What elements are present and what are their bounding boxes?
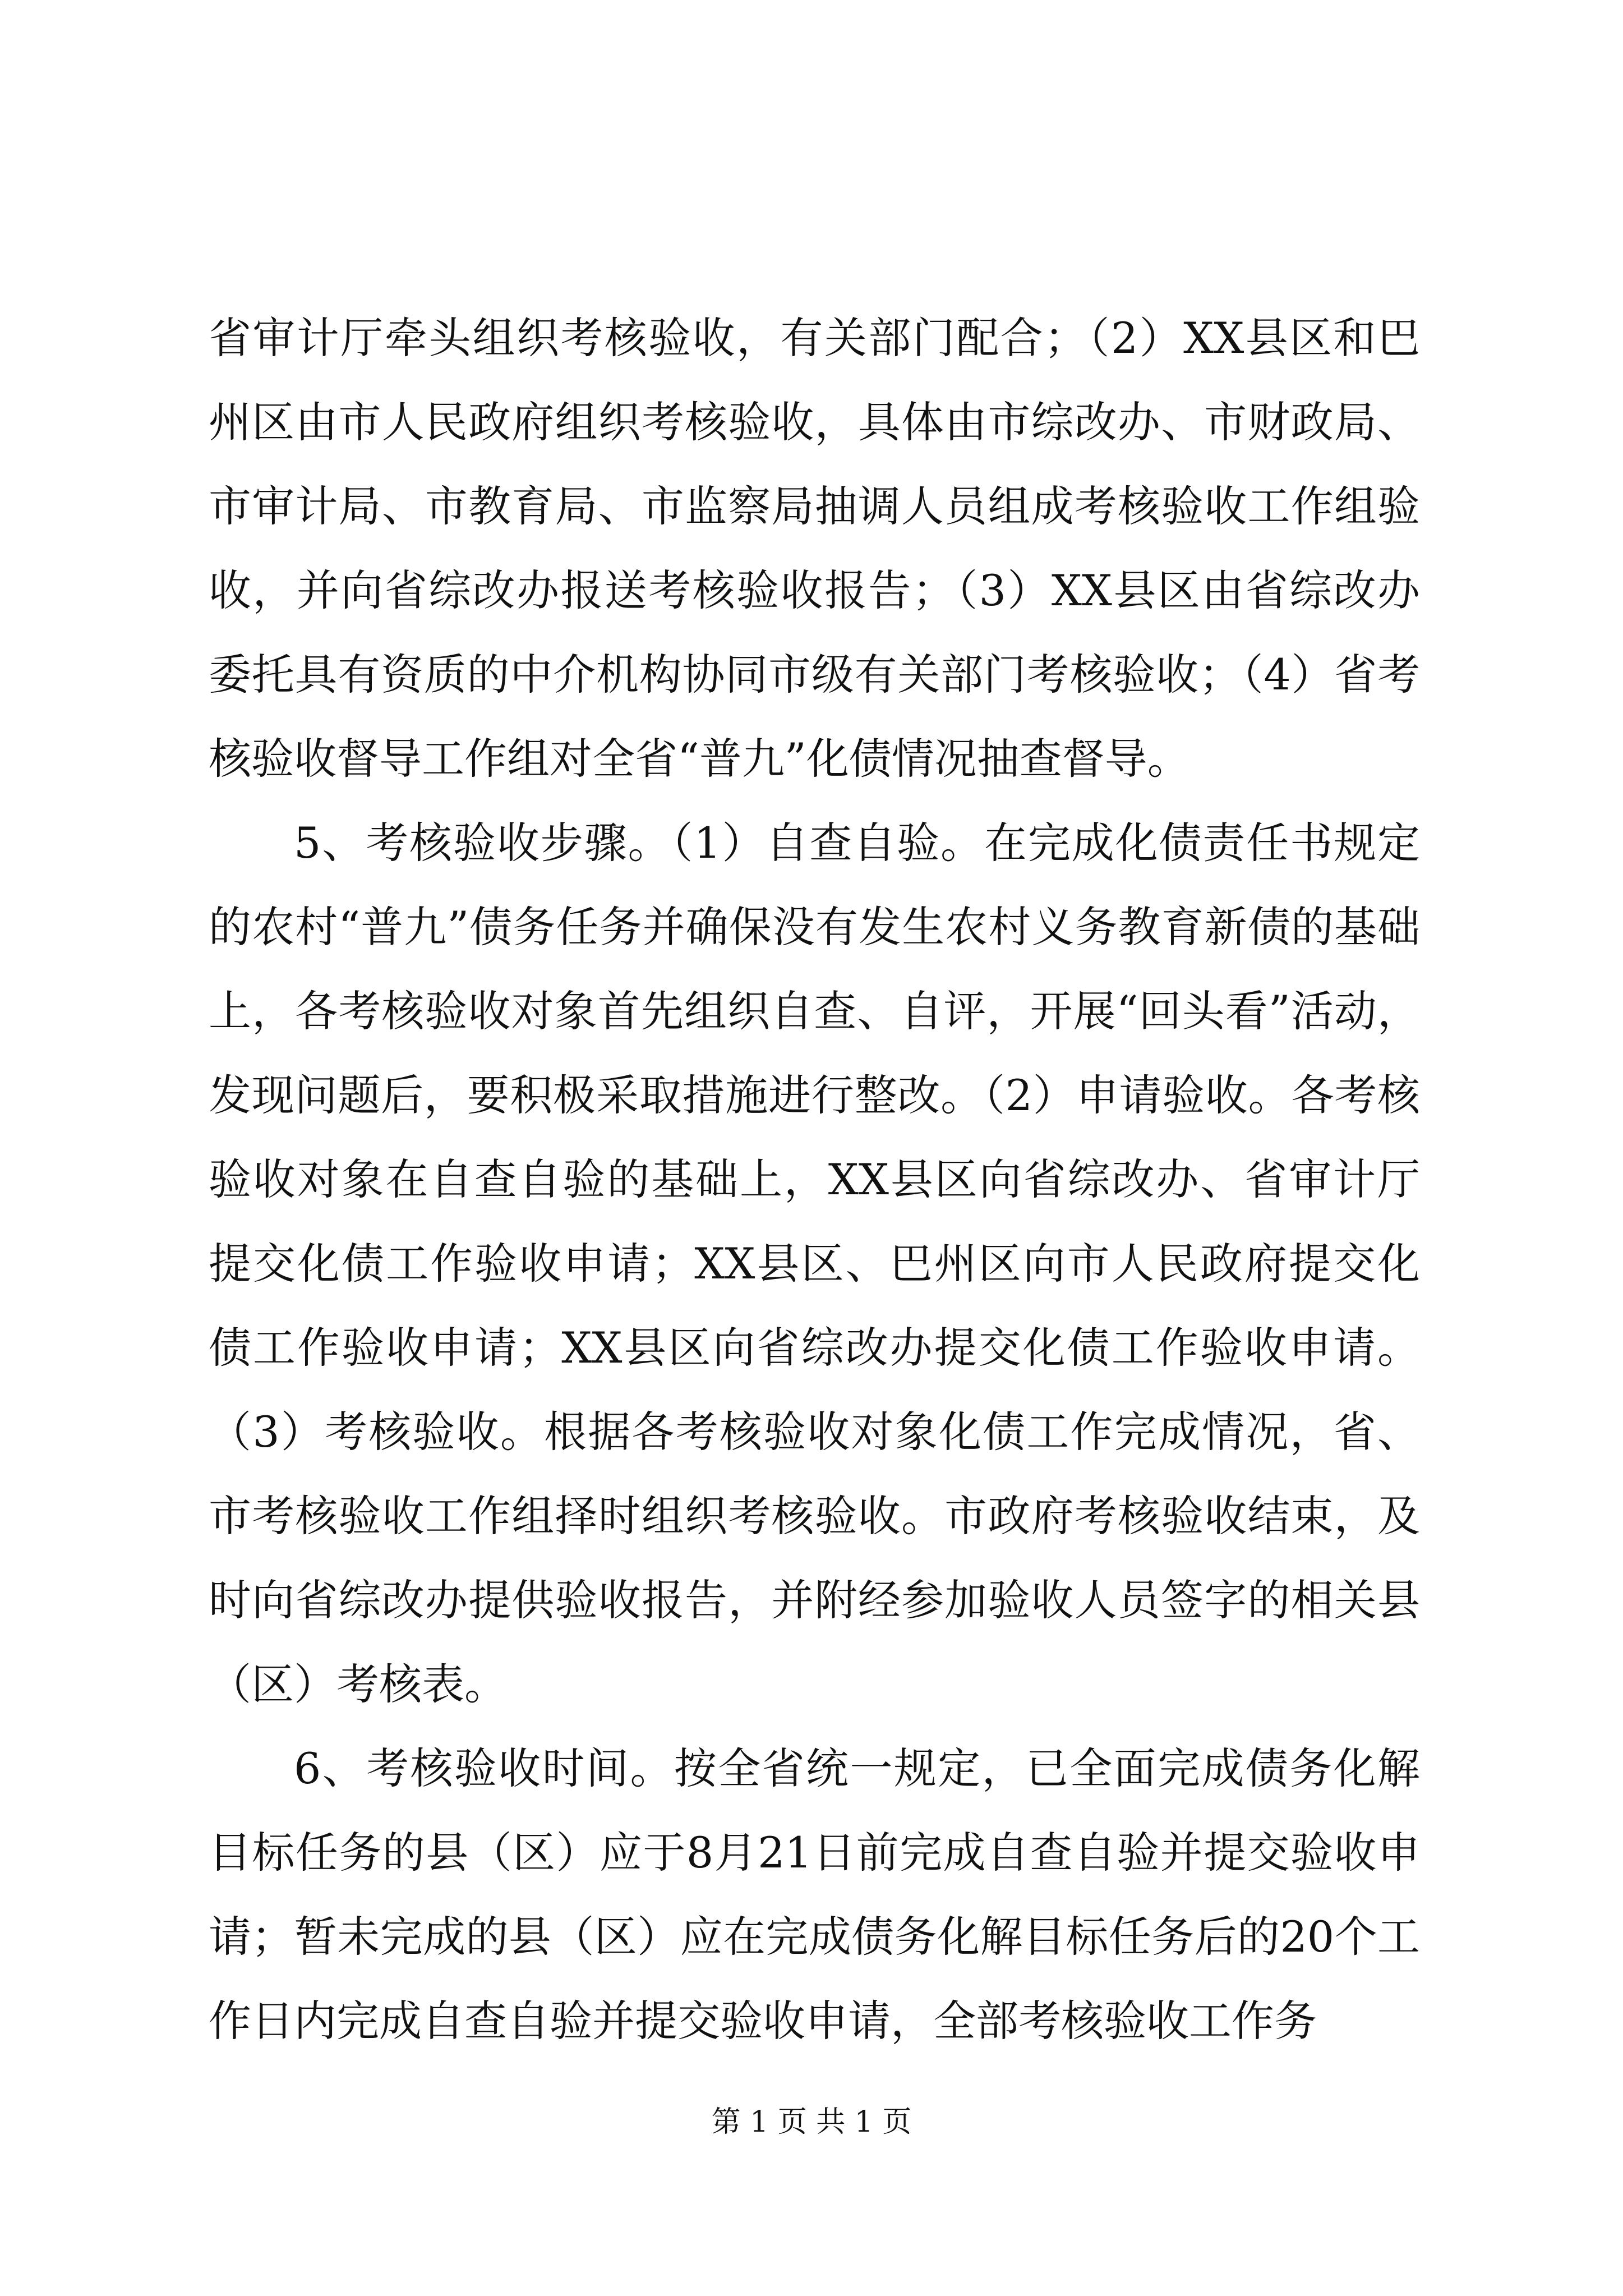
page-footer: 第 1 页 共 1 页 [711, 2105, 912, 2139]
paragraph-2: 5、考核验收步骤。（1）自查自验。在完成化债责任书规定的农村“普九”债务任务并确保没有发生农村义务教育新债的基础上，各考核验收对象首先组织自查、自评，开展“回头看”活动，发现问题后，要积极采取措施进行整改。（2）申请验收。各考核验收对象在自查自验的基础上，XX县区向省综改办、省审计厅提交化债工作验收申请；XX县区、巴州区向市人民政府提交化债工作验收申请；XX县区向省综改办提交化债工作验收申请。（3）考核验收。根据各考核验收对象化债工作完成情况，省、市考核验收工作组择时组织考核验收。市政府考核验收结束，及时向省综改办提供验收报告，并附经参加验收人员签字的相关县（区）考核表。 [209, 818, 1420, 1709]
paragraph-1: 省审计厅牵头组织考核验收，有关部门配合；（2）XX县区和巴州区由市人民政府组织考核验收，具体由市综改办、市财政局、市审计局、市教育局、市监察局抽调人员组成考核验收工作组验收，并向省综改办报送考核验收报告；（3）XX县区由省综改办委托具有资质的中介机构协同市级有关部门考核验收；（4）省考核验收督导工作组对全省“普九”化债情况抽查督导。 [209, 313, 1420, 784]
paragraph-3: 6、考核验收时间。按全省统一规定，已全面完成债务化解目标任务的县（区）应于8月21日前完成自查自验并提交验收申请；暂未完成的县（区）应在完成债务化解目标任务后的20个工作日内完成自查自验并提交验收申请，全部考核验收工作务 [209, 1743, 1420, 2046]
document-body [209, 296, 1420, 2063]
